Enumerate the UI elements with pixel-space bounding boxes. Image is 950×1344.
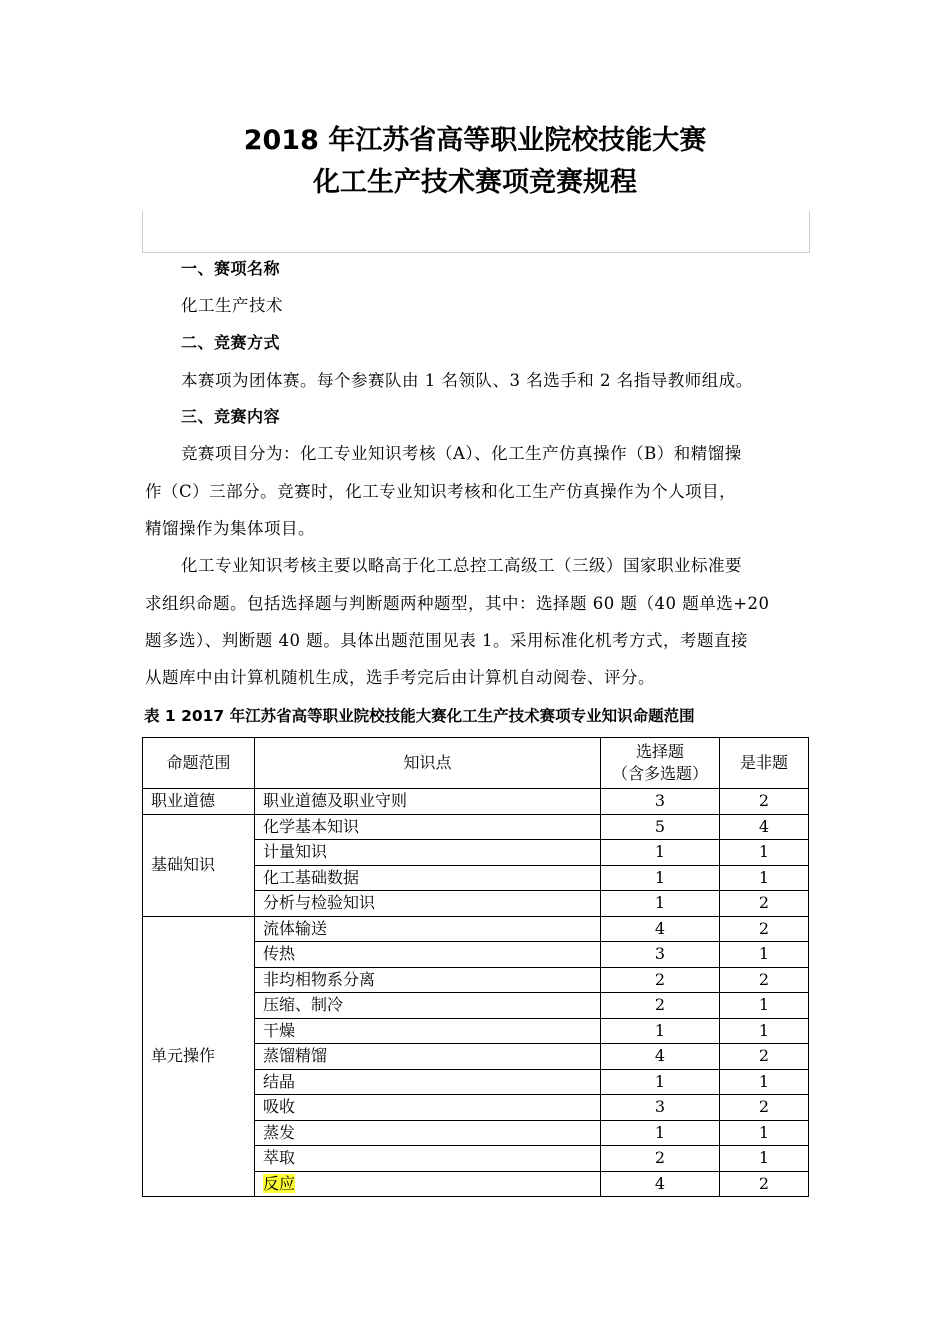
choice-cell: 1 bbox=[601, 1069, 720, 1095]
point-cell: 非均相物系分离 bbox=[255, 967, 601, 993]
paragraph-2-line1: 化工专业知识考核主要以略高于化工总控工高级工（三级）国家职业标准要 bbox=[181, 556, 742, 575]
point-cell: 蒸发 bbox=[255, 1120, 601, 1146]
point-cell: 萃取 bbox=[255, 1146, 601, 1172]
choice-cell: 2 bbox=[601, 1146, 720, 1172]
paragraph-1-line1: 竞赛项目分为：化工专业知识考核（A）、化工生产仿真操作（B）和精馏操 bbox=[181, 444, 742, 463]
table-row bbox=[143, 916, 809, 942]
tf-cell: 2 bbox=[720, 891, 809, 917]
choice-cell: 5 bbox=[601, 814, 720, 840]
header-point: 知识点 bbox=[255, 738, 601, 789]
point-cell: 分析与检验知识 bbox=[255, 891, 601, 917]
group-cell: 基础知识 bbox=[143, 814, 255, 916]
point-cell: 职业道德及职业守则 bbox=[255, 789, 601, 815]
header-scope: 命题范围 bbox=[143, 738, 255, 789]
section-3-heading: 三、竞赛内容 bbox=[181, 407, 281, 426]
point-cell: 流体输送 bbox=[255, 916, 601, 942]
choice-cell: 1 bbox=[601, 865, 720, 891]
group-cell: 职业道德 bbox=[143, 789, 255, 815]
tf-cell: 1 bbox=[720, 942, 809, 968]
point-cell: 传热 bbox=[255, 942, 601, 968]
point-cell: 吸收 bbox=[255, 1095, 601, 1121]
tf-cell: 4 bbox=[720, 814, 809, 840]
table-header-row bbox=[143, 738, 809, 789]
choice-cell: 3 bbox=[601, 1095, 720, 1121]
choice-cell: 1 bbox=[601, 891, 720, 917]
choice-cell: 4 bbox=[601, 1044, 720, 1070]
choice-cell: 2 bbox=[601, 993, 720, 1019]
highlighted-point: 反应 bbox=[263, 1173, 296, 1193]
tf-cell: 1 bbox=[720, 1146, 809, 1172]
tf-cell: 2 bbox=[720, 1171, 809, 1197]
paragraph-1-line2: 作（C）三部分。竞赛时，化工专业知识考核和化工生产仿真操作为个人项目， bbox=[145, 482, 737, 501]
table-row bbox=[143, 814, 809, 840]
table-row bbox=[143, 789, 809, 815]
choice-cell: 4 bbox=[601, 916, 720, 942]
choice-cell: 2 bbox=[601, 967, 720, 993]
tf-cell: 1 bbox=[720, 1069, 809, 1095]
tf-cell: 1 bbox=[720, 1018, 809, 1044]
header-box bbox=[142, 211, 810, 253]
choice-cell: 1 bbox=[601, 840, 720, 866]
section-1-heading: 一、赛项名称 bbox=[181, 259, 281, 278]
point-cell bbox=[255, 1171, 601, 1197]
group-cell: 单元操作 bbox=[143, 916, 255, 1197]
tf-cell: 2 bbox=[720, 967, 809, 993]
choice-cell: 3 bbox=[601, 789, 720, 815]
point-cell: 蒸馏精馏 bbox=[255, 1044, 601, 1070]
tf-cell: 2 bbox=[720, 789, 809, 815]
tf-cell: 2 bbox=[720, 1095, 809, 1121]
paragraph-1-line3: 精馏操作为集体项目。 bbox=[145, 519, 315, 538]
point-cell: 计量知识 bbox=[255, 840, 601, 866]
point-cell: 化学基本知识 bbox=[255, 814, 601, 840]
point-cell: 结晶 bbox=[255, 1069, 601, 1095]
point-cell: 压缩、制冷 bbox=[255, 993, 601, 1019]
section-1-text: 化工生产技术 bbox=[181, 296, 283, 315]
doc-title-line1: 2018 年江苏省高等职业院校技能大赛 bbox=[243, 125, 707, 156]
paragraph-2-line4: 从题库中由计算机随机生成，选手考完后由计算机自动阅卷、评分。 bbox=[145, 668, 655, 687]
doc-title-line2: 化工生产技术赛项竞赛规程 bbox=[313, 167, 637, 198]
tf-cell: 1 bbox=[720, 840, 809, 866]
table-caption: 表 1 2017 年江苏省高等职业院校技能大赛化工生产技术赛项专业知识命题范围 bbox=[144, 707, 695, 725]
section-2-heading: 二、竞赛方式 bbox=[181, 333, 281, 352]
header-tf: 是非题 bbox=[720, 738, 809, 789]
paragraph-2-line2: 求组织命题。包括选择题与判断题两种题型，其中：选择题 60 题（40 题单选+20 bbox=[145, 594, 770, 613]
paragraph-2-line3: 题多选）、判断题 40 题。具体出题范围见表 1。采用标准化机考方式，考题直接 bbox=[145, 631, 748, 650]
point-cell: 干燥 bbox=[255, 1018, 601, 1044]
knowledge-scope-table bbox=[142, 737, 809, 1197]
section-2-text: 本赛项为团体赛。每个参赛队由 1 名领队、3 名选手和 2 名指导教师组成。 bbox=[181, 371, 753, 390]
header-choice: 选择题 （含多选题） bbox=[601, 738, 720, 789]
choice-cell: 1 bbox=[601, 1120, 720, 1146]
tf-cell: 2 bbox=[720, 916, 809, 942]
tf-cell: 1 bbox=[720, 993, 809, 1019]
point-cell: 化工基础数据 bbox=[255, 865, 601, 891]
choice-cell: 1 bbox=[601, 1018, 720, 1044]
tf-cell: 1 bbox=[720, 865, 809, 891]
choice-cell: 3 bbox=[601, 942, 720, 968]
tf-cell: 1 bbox=[720, 1120, 809, 1146]
tf-cell: 2 bbox=[720, 1044, 809, 1070]
choice-cell: 4 bbox=[601, 1171, 720, 1197]
